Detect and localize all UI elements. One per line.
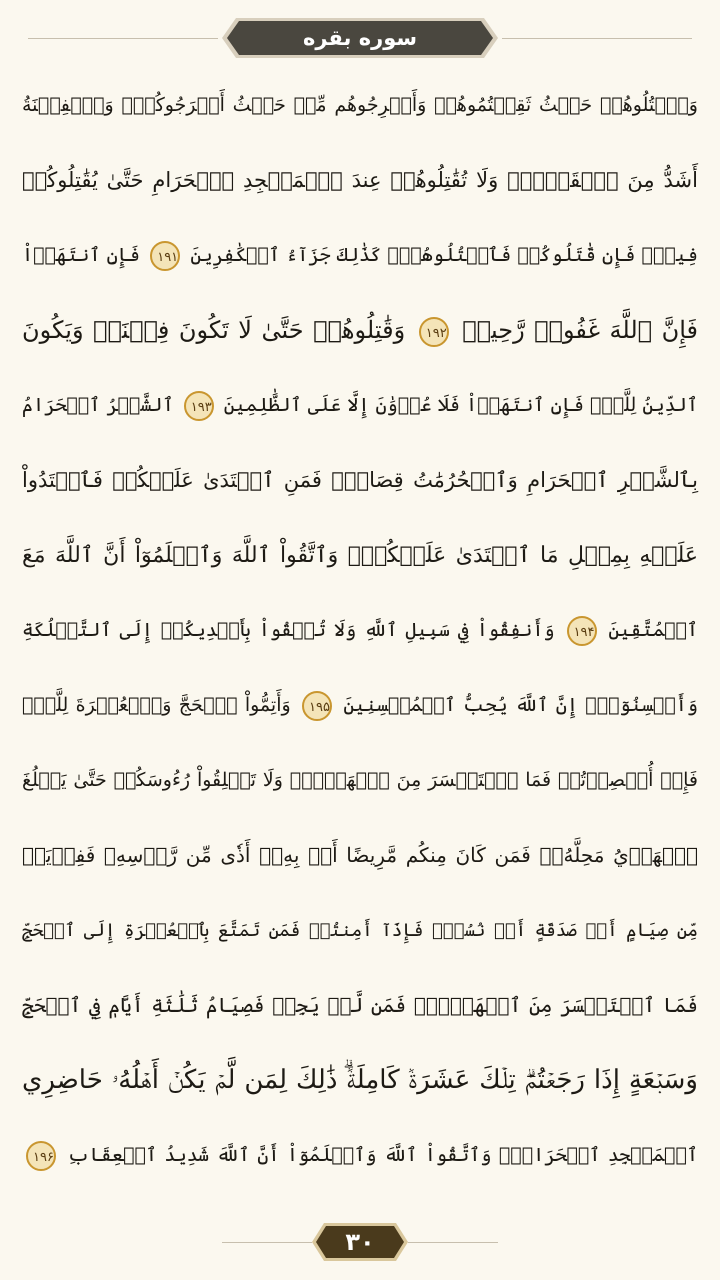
text-line bbox=[22, 893, 698, 968]
header-divider-left bbox=[28, 38, 218, 39]
ayah-number-marker: ۱۹۶ bbox=[26, 1141, 56, 1171]
footer-divider-left bbox=[222, 1242, 312, 1243]
text-line bbox=[22, 293, 698, 368]
text-line bbox=[22, 1043, 698, 1118]
text-line bbox=[22, 593, 698, 668]
text-line bbox=[22, 1118, 698, 1193]
verse-text: أَشَدُّ مِنَ ٱلۡقَتۡلِۚ وَلَا تُقَٰتِلُوهُمۡ عِندَ ٱلۡمَسۡجِدِ ٱلۡحَرَامِ حَتَّىٰ يُقَٰتِلُوكُمۡ bbox=[22, 168, 698, 192]
text-line bbox=[22, 68, 698, 143]
verse-text: وَأَنفِقُواْ فِي سَبِيلِ ٱللَّهِ وَلَا تُلۡقُواْ بِأَيۡدِيكُمۡ إِلَى ٱلتَّهۡلُكَةِ bbox=[22, 619, 555, 641]
verse-text: فَإِنۡ أُحۡصِرۡتُمۡ فَمَا ٱسۡتَيۡسَرَ مِنَ ٱلۡهَدۡيِۖ وَلَا تَحۡلِقُواْ رُءُوسَكُمۡ حَتَّىٰ يَبۡلُغَ bbox=[22, 769, 698, 791]
verse-text: فِيهِۖ فَإِن قَٰتَلُوكُمۡ فَٱقۡتُلُوهُمۡۗ كَذَٰلِكَ جَزَآءُ ٱلۡكَٰفِرِينَ bbox=[190, 244, 699, 266]
text-line bbox=[22, 818, 698, 893]
ayah-number-marker: ۱۹۲ bbox=[419, 317, 449, 347]
text-line bbox=[22, 518, 698, 593]
text-line bbox=[22, 218, 698, 293]
page-footer bbox=[0, 1215, 720, 1265]
quran-page-text bbox=[22, 68, 698, 1198]
verse-text: ٱلۡمَسۡجِدِ ٱلۡحَرَامِۚ وَٱتَّقُواْ ٱللَّهَ وَٱعۡلَمُوٓاْ أَنَّ ٱللَّهَ شَدِيدُ ٱلۡعِقَابِ bbox=[67, 1144, 698, 1166]
ayah-number-marker: ۱۹۱ bbox=[150, 241, 180, 271]
text-line bbox=[22, 443, 698, 518]
verse-text: عَلَيۡهِ بِمِثۡلِ مَا ٱعۡتَدَىٰ عَلَيۡكُمۡۚ وَٱتَّقُواْ ٱللَّهَ وَٱعۡلَمُوٓاْ أَنَّ ٱللَّهَ مَعَ bbox=[22, 543, 698, 568]
surah-name-badge bbox=[220, 15, 500, 61]
verse-text: ٱلدِّينُ لِلَّهِۖ فَإِنِ ٱنتَهَوۡاْ فَلَا عُدۡوَٰنَ إِلَّا عَلَى ٱلظَّٰلِمِينَ bbox=[223, 394, 698, 416]
text-line bbox=[22, 143, 698, 218]
verse-text: ٱلشَّهۡرُ ٱلۡحَرَامُ bbox=[21, 394, 174, 416]
verse-text: ٱلۡمُتَّقِينَ bbox=[608, 619, 699, 641]
verse-text: ٱلۡهَدۡيُ مَحِلَّهُۥۚ فَمَن كَانَ مِنكُم مَّرِيضًا أَوۡ بِهِۦٓ أَذٗى مِّن رَّأۡسِهِۦ فَفِدۡيَةٞ bbox=[22, 843, 698, 867]
surah-title: سوره بقره bbox=[302, 26, 418, 50]
ayah-number-marker: ۱۹۳ bbox=[184, 391, 214, 421]
verse-text: وَسَبۡعَةٍ إِذَا رَجَعۡتُمۡۗ تِلۡكَ عَشَرَةٞ كَامِلَةٞۗ ذَٰلِكَ لِمَن لَّمۡ يَكُنۡ أَهۡلُهُۥ حَاضِرِي bbox=[22, 1065, 698, 1095]
verse-text: وَأَتِمُّواْ ٱلۡحَجَّ وَٱلۡعُمۡرَةَ لِلَّهِۚ bbox=[22, 694, 291, 716]
text-line bbox=[22, 668, 698, 743]
verse-text: مِّن صِيَامٍ أَوۡ صَدَقَةٍ أَوۡ نُسُكٖۚ فَإِذَآ أَمِنتُمۡ فَمَن تَمَتَّعَ بِٱلۡعُمۡرَةِ إِلَى ٱلۡحَجِّ bbox=[22, 920, 698, 941]
ayah-number-marker: ۱۹۵ bbox=[302, 691, 332, 721]
page-number-badge bbox=[310, 1220, 410, 1264]
text-line bbox=[22, 368, 698, 443]
header-divider-right bbox=[502, 38, 692, 39]
page-number: ۳۰ bbox=[345, 1228, 375, 1256]
verse-text: فَمَا ٱسۡتَيۡسَرَ مِنَ ٱلۡهَدۡيِۚ فَمَن لَّمۡ يَجِدۡ فَصِيَامُ ثَلَٰثَةِ أَيَّامٖ فِي ٱلۡحَجِّ bbox=[22, 993, 698, 1017]
verse-text: بِٱلشَّهۡرِ ٱلۡحَرَامِ وَٱلۡحُرُمَٰتُ قِصَاصٞۚ فَمَنِ ٱعۡتَدَىٰ عَلَيۡكُمۡ فَٱعۡتَدُواْ bbox=[22, 468, 698, 492]
verse-text: فَإِنَّ ٱللَّهَ غَفُورٞ رَّحِيمٞ bbox=[462, 316, 698, 344]
text-line bbox=[22, 743, 698, 818]
footer-divider-right bbox=[408, 1242, 498, 1243]
verse-text: وَٱقۡتُلُوهُمۡ حَيۡثُ ثَقِفۡتُمُوهُمۡ وَأَخۡرِجُوهُم مِّنۡ حَيۡثُ أَخۡرَجُوكُمۡۚ وَٱلۡفِتۡنَةُ bbox=[22, 94, 698, 116]
ayah-number-marker: ۱۹۴ bbox=[567, 616, 597, 646]
verse-text: وَأَحۡسِنُوٓاْۚ إِنَّ ٱللَّهَ يُحِبُّ ٱلۡمُحۡسِنِينَ bbox=[343, 694, 698, 716]
verse-text: وَقَٰتِلُوهُمۡ حَتَّىٰ لَا تَكُونَ فِتۡنَةٞ وَيَكُونَ bbox=[22, 316, 406, 344]
verse-text: فَإِنِ ٱنتَهَوۡاْ bbox=[22, 244, 141, 266]
text-line bbox=[22, 968, 698, 1043]
